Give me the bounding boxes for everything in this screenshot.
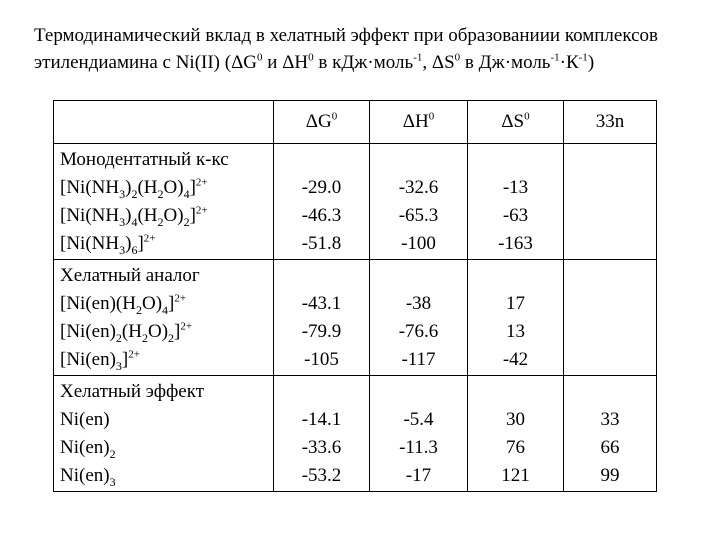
ds-cell bbox=[468, 260, 564, 376]
value: -117 bbox=[401, 348, 436, 370]
n-cell bbox=[564, 144, 657, 260]
value: -38 bbox=[405, 292, 432, 314]
value: 76 bbox=[506, 436, 525, 458]
value: 121 bbox=[501, 464, 530, 486]
value: 17 bbox=[506, 292, 525, 314]
formula: $Ni(en)_2$ bbox=[60, 436, 116, 461]
group-chelate-effect bbox=[54, 376, 657, 492]
formula: Ni(en) bbox=[60, 408, 110, 430]
value: -14.1 bbox=[301, 408, 342, 430]
value: 99 bbox=[600, 464, 620, 486]
formula: $[Ni(en)(H_2O)_4]^{2+}$ bbox=[60, 292, 187, 317]
value: -105 bbox=[304, 348, 339, 370]
group-label-cell bbox=[54, 376, 274, 492]
dh-cell bbox=[370, 260, 468, 376]
n-cell bbox=[564, 260, 657, 376]
document-title bbox=[34, 22, 704, 76]
header-n: 33n bbox=[564, 101, 657, 144]
value: -65.3 bbox=[398, 204, 439, 226]
value: -46.3 bbox=[301, 204, 342, 226]
group-label: Хелатный эффект bbox=[60, 380, 205, 402]
value: -63 bbox=[502, 204, 529, 226]
group-label: Хелатный аналог bbox=[60, 264, 200, 286]
thermo-table bbox=[53, 100, 657, 492]
header-empty bbox=[54, 101, 274, 144]
n-cell bbox=[564, 376, 657, 492]
group-chelate-analog bbox=[54, 260, 657, 376]
formula: $[Ni(en)_2(H_2O)_2]^{2+}$ bbox=[60, 320, 193, 345]
title-line-1: Термодинамический вклад в хелатный эффект при образованиии комплексов bbox=[34, 25, 658, 46]
value: 30 bbox=[506, 408, 525, 430]
title-line-2: этилендиамина с Ni(II) ($\Delta G^0$ и $\Delta H^0$ в кДж·моль$^{-1}$, $\Delta S^0$ в $Дж\cdot моль^{-1}\cdot К^{-1}$) bbox=[34, 51, 595, 73]
value: -100 bbox=[401, 232, 436, 254]
value: 33 bbox=[600, 408, 620, 430]
value: -5.4 bbox=[403, 408, 434, 430]
value: -29.0 bbox=[301, 176, 342, 198]
group-label-cell bbox=[54, 144, 274, 260]
dh-cell bbox=[370, 144, 468, 260]
value: -33.6 bbox=[301, 436, 342, 458]
header-dg: $\Delta G^0$ bbox=[274, 101, 370, 144]
value: -17 bbox=[405, 464, 432, 486]
group-label-cell bbox=[54, 260, 274, 376]
value: 66 bbox=[600, 436, 620, 458]
dg-cell bbox=[274, 260, 370, 376]
formula: $[Ni(NH_3)_2(H_2O)_4]^{2+}$ bbox=[60, 176, 208, 201]
formula: $[Ni(NH_3)_6]^{2+}$ bbox=[60, 232, 156, 257]
value: -42 bbox=[502, 348, 529, 370]
formula: $[Ni(en)_3]^{2+}$ bbox=[60, 348, 140, 373]
value: -51.8 bbox=[301, 232, 342, 254]
group-monodentate bbox=[54, 144, 657, 260]
dg-cell bbox=[274, 144, 370, 260]
header-ds: $\Delta S^0$ bbox=[468, 101, 564, 144]
value: -53.2 bbox=[301, 464, 342, 486]
dg-cell bbox=[274, 376, 370, 492]
value: -79.9 bbox=[301, 320, 342, 342]
value: 13 bbox=[506, 320, 525, 342]
value: -13 bbox=[502, 176, 529, 198]
value: -43.1 bbox=[301, 292, 342, 314]
group-label: Монодентатный к-кс bbox=[60, 148, 229, 170]
header-row bbox=[54, 101, 657, 144]
value: -32.6 bbox=[398, 176, 439, 198]
dh-cell bbox=[370, 376, 468, 492]
ds-cell bbox=[468, 144, 564, 260]
value: -76.6 bbox=[398, 320, 439, 342]
formula: $[Ni(NH_3)_4(H_2O)_2]^{2+}$ bbox=[60, 204, 208, 229]
ds-cell bbox=[468, 376, 564, 492]
value: -11.3 bbox=[399, 436, 438, 458]
value: -163 bbox=[498, 232, 533, 254]
header-dh: $\Delta H^0$ bbox=[370, 101, 468, 144]
formula: $Ni(en)_3$ bbox=[60, 464, 116, 489]
